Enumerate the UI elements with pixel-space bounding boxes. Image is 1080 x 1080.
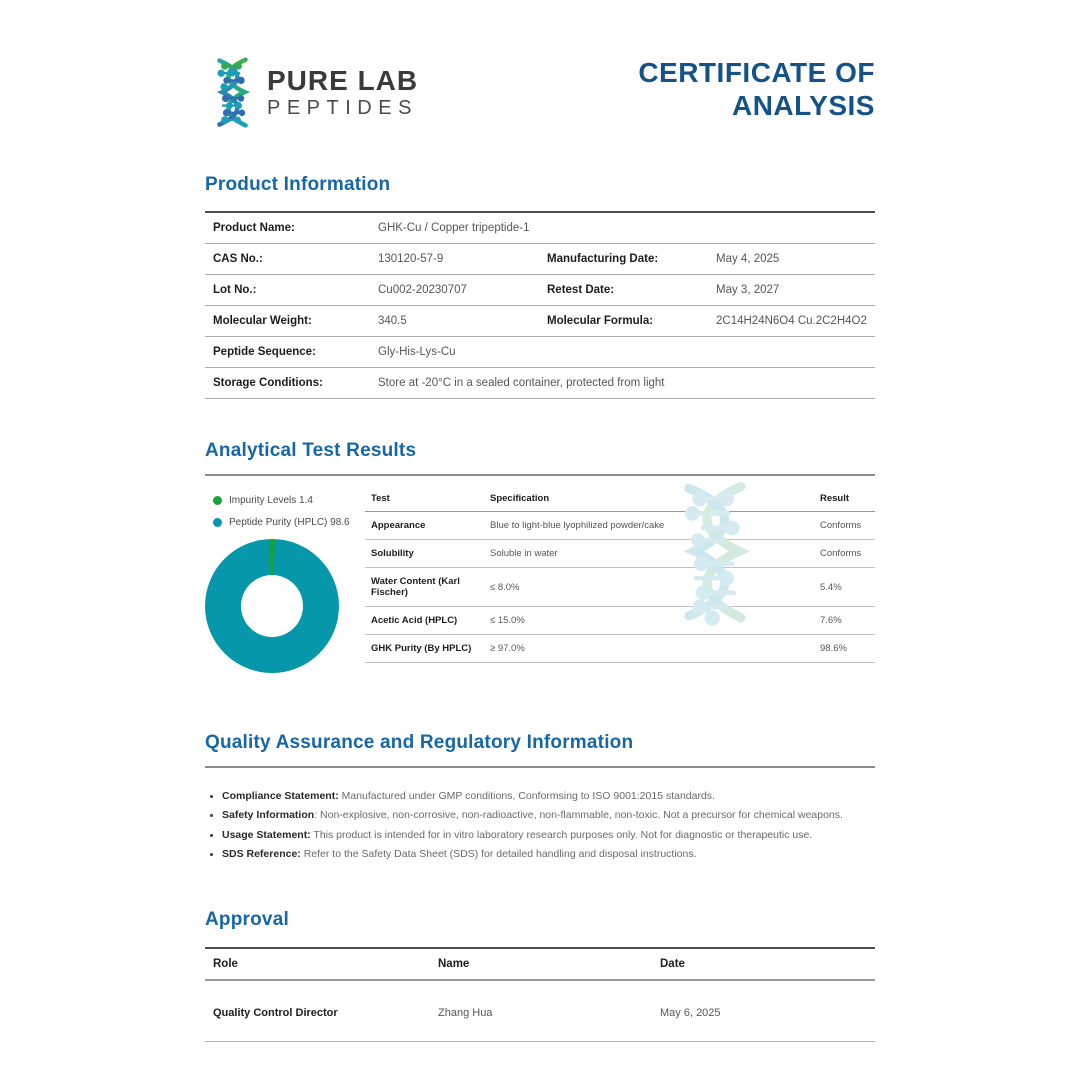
purity-donut-chart (205, 539, 339, 673)
field-label: Molecular Formula: (539, 306, 708, 337)
test-result: 5.4% (820, 568, 875, 607)
column-header: Date (652, 948, 875, 980)
field-label: Molecular Weight: (205, 306, 370, 337)
table-row (365, 607, 875, 635)
test-name: Water Content (Karl Fischer) (365, 568, 490, 607)
qa-item-label: Safety Information (222, 809, 315, 822)
qa-item-text: : Non-explosive, non-corrosive, non-radioactive, non-flammable, non-toxic. Not a precursor for chemical weapons. (314, 809, 843, 822)
section-heading-quality-assurance: Quality Assurance and Regulatory Information (205, 732, 634, 753)
header (205, 0, 875, 130)
table-row (205, 980, 875, 1042)
section-product-information (205, 174, 875, 399)
field-value: 340.5 (370, 306, 539, 337)
qa-item (222, 807, 875, 823)
field-label: Manufacturing Date: (539, 244, 708, 275)
table-row (365, 568, 875, 607)
field-label: Peptide Sequence: (205, 337, 370, 368)
qa-item (222, 827, 875, 843)
brand-name (267, 66, 418, 119)
chart-column (205, 487, 365, 673)
test-results-table (365, 487, 875, 663)
brand-name-line1: PURE LAB (267, 65, 419, 97)
field-label: CAS No.: (205, 244, 370, 275)
test-spec: Blue to light-blue lyophilized powder/cake (490, 512, 820, 540)
column-header: Result (820, 487, 875, 512)
legend-label: Peptide Purity (HPLC) 98.6 (229, 517, 350, 528)
qa-item-label: Usage Statement: (222, 828, 311, 841)
test-name: Acetic Acid (HPLC) (365, 607, 490, 635)
qa-item (222, 788, 875, 804)
section-divider (205, 766, 875, 768)
field-label: Lot No.: (205, 275, 370, 306)
table-row (205, 306, 875, 337)
approval-date: May 6, 2025 (652, 980, 875, 1042)
test-spec: ≤ 15.0% (490, 607, 820, 635)
table-row (205, 244, 875, 275)
qa-bullet-list (205, 788, 875, 862)
table-row (205, 275, 875, 306)
table-header-row (205, 948, 875, 980)
section-divider (205, 474, 875, 476)
section-heading-approval: Approval (205, 909, 289, 931)
legend-label: Impurity Levels 1.4 (229, 495, 313, 506)
test-name: Appearance (365, 512, 490, 540)
table-row (365, 540, 875, 568)
field-value: 130120-57-9 (370, 244, 539, 275)
analytical-body (205, 487, 875, 673)
column-header: Name (430, 948, 652, 980)
test-result: Conforms (820, 512, 875, 540)
section-heading-product-information: Product Information (205, 174, 391, 195)
field-label: Retest Date: (539, 275, 708, 306)
section-heading-analytical-test-results: Analytical Test Results (205, 440, 417, 461)
test-name: Solubility (365, 540, 490, 568)
approval-table (205, 947, 875, 1042)
test-result: Conforms (820, 540, 875, 568)
test-result: 7.6% (820, 607, 875, 635)
section-analytical-test-results (205, 440, 875, 673)
table-row (205, 337, 875, 368)
dna-helix-icon (205, 56, 259, 130)
section-quality-assurance (205, 732, 875, 862)
test-result: 98.6% (820, 635, 875, 663)
legend-item (213, 517, 365, 528)
field-value: Gly-His-Lys-Cu (370, 337, 875, 368)
brand-name-line2: PEPTIDES (267, 96, 418, 119)
field-value: Cu002-20230707 (370, 275, 539, 306)
qa-item-text: Refer to the Safety Data Sheet (SDS) for detailed handling and disposal instructions. (300, 847, 697, 860)
field-value: GHK-Cu / Copper tripeptide-1 (370, 212, 875, 244)
table-header-row (365, 487, 875, 512)
column-header: Role (205, 948, 430, 980)
brand-logo (205, 56, 418, 130)
approver-role: Quality Control Director (205, 980, 430, 1042)
approver-name: Zhang Hua (430, 980, 652, 1042)
table-row (205, 212, 875, 244)
table-row (365, 512, 875, 540)
test-name: GHK Purity (By HPLC) (365, 635, 490, 663)
section-approval (205, 909, 875, 1042)
test-spec: ≤ 8.0% (490, 568, 820, 607)
field-value: Store at -20°C in a sealed container, protected from light (370, 368, 875, 399)
table-row (365, 635, 875, 663)
legend-dot-impurity (213, 496, 222, 505)
test-spec: Soluble in water (490, 540, 820, 568)
field-label: Storage Conditions: (205, 368, 370, 399)
field-label: Product Name: (205, 212, 370, 244)
qa-item-text: Manufactured under GMP conditions, Conformsing to ISO 9001:2015 standards. (338, 790, 715, 802)
document-title: CERTIFICATE OF ANALYSIS (638, 57, 875, 122)
column-header: Test (365, 487, 490, 512)
field-value: 2C14H24N6O4 Cu.2C2H4O2 (708, 306, 875, 337)
field-value: May 3, 2027 (708, 275, 875, 306)
chart-legend (205, 487, 365, 528)
legend-dot-purity (213, 518, 222, 527)
qa-item-label: SDS Reference: (222, 847, 301, 860)
qa-item (222, 846, 875, 862)
product-info-table (205, 211, 875, 399)
field-value: May 4, 2025 (708, 244, 875, 275)
qa-item-text: This product is intended for in vitro laboratory research purposes only. Not for diagnostic or therapeutic use. (310, 828, 813, 841)
qa-item-label: Compliance Statement: (222, 790, 339, 802)
test-spec: ≥ 97.0% (490, 635, 820, 663)
column-header: Specification (490, 487, 820, 512)
table-row (205, 368, 875, 399)
legend-item (213, 495, 365, 506)
